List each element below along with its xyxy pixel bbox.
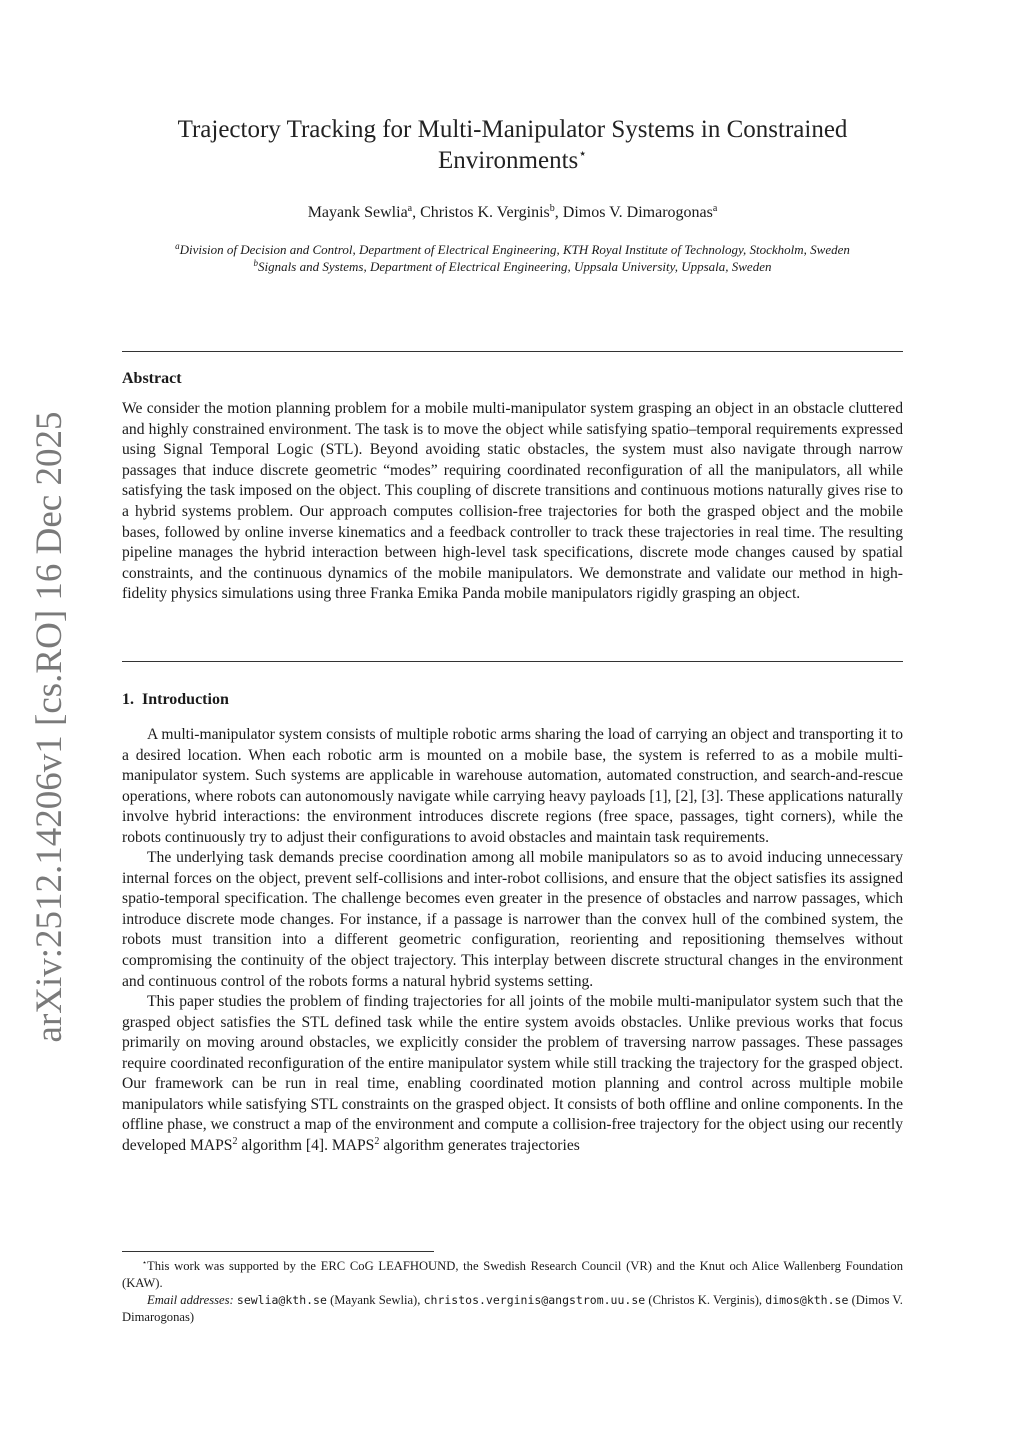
- affiliation-a: [122, 242, 903, 259]
- intro-p3-part-a: This paper studies the problem of finding trajectories for all joints of the mobile multi-manipulator system such that the grasped object satisfies the STL defined task while the entire system avoids obstacles. Unlike previous works that focus primarily on moving around obstacles, we explicitly consider the problem of traversing narrow passages. These passages require coordinated reconfiguration of the entire manipulator system while still tracking the trajectory for the grasped object. Our framework can be run in real time, enabling coordinated motion planning and control across multiple mobile manipulators while satisfying STL constraints on the grasped object. It consists of both offline and online components. In the offline phase, we construct a map of the environment and compute a collision-free trajectory for the object using our recently developed MAPS: [122, 993, 903, 1154]
- superscript: 2: [374, 1135, 380, 1147]
- affiliation-label: b: [253, 257, 259, 268]
- email-label: Email addresses:: [147, 1293, 234, 1307]
- abstract-text: We consider the motion planning problem for a mobile multi-manipulator system grasping an object in an obstacle cluttered and highly constrained environment. The task is to move the object while satisfying spatio–temporal requirements expressed using Signal Temporal Logic (STL). Beyond avoiding static obstacles, the system must also navigate through narrow passages that induce discrete geometric “modes” requiring coordinated reconfiguration of all the manipulators, all while satisfying the task imposed on the object. This coupling of discrete transitions and continuous motions naturally gives rise to a hybrid systems problem. Our approach computes collision-free trajectories for both the grasped object and the mobile bases, followed by online inverse kinematics and a feedback controller to track these trajectories in real time. The resulting pipeline manages the hybrid interaction between high-level task specifications, discrete mode changes caused by spatial constraints, and the continuous dynamics of the mobile manipulators. We demonstrate and validate our method in high-fidelity physics simulations using three Franka Emika Panda mobile manipulators rigidly grasping an object.: [122, 400, 903, 603]
- author-separator: ,: [554, 204, 563, 221]
- email-link[interactable]: sewlia@kth.se: [236, 1293, 327, 1307]
- affiliation-text: Signals and Systems, Department of Electrical Engineering, Uppsala University, Uppsala, Sweden: [258, 258, 772, 274]
- section-heading-introduction: [122, 689, 229, 711]
- footnote-rule: [122, 1251, 434, 1252]
- intro-paragraph-2: The underlying task demands precise coordination among all mobile manipulators so as to avoid inducing unnecessary internal forces on the object, prevent self-collisions and inter-robot collisions, and ensure that the object satisfies its assigned spatio-temporal specification. The challenge becomes even greater in the presence of obstacles and narrow passages, which introduce discrete mode changes. For instance, if a passage is narrower than the convex hull of the combined system, the robots must transition into a different geometric configuration, reorienting and repositioning themselves without compromising the continuity of the object trajectory. This interplay between discrete structural changes in the environment and continuous control of the robots forms a natural hybrid systems setting.: [122, 849, 903, 990]
- author-affil-mark: b: [549, 203, 555, 214]
- funding-text: This work was supported by the ERC CoG LEAFHOUND, the Swedish Research Council (VR) and the Knut och Alice Wallenberg Foundation (KAW).: [122, 1259, 903, 1290]
- paper-title: [122, 114, 903, 176]
- email-owner: (Christos K. Verginis),: [648, 1293, 763, 1307]
- footnote-mark: ⋆: [142, 1258, 148, 1267]
- author-name: Mayank Sewlia: [307, 204, 408, 221]
- section-number: 1.: [122, 691, 134, 708]
- intro-paragraph-1: A multi-manipulator system consists of multiple robotic arms sharing the load of carrying an object and transporting it to a desired location. When each robotic arm is mounted on a mobile base, the system is referred to as a mobile multi-manipulator system. Such systems are applicable in warehouse automation, automated construction, and search-and-rescue operations, where robots can autonomously navigate while carrying heavy payloads [1], [2], [3]. These applications naturally involve hybrid interactions: the environment introduces discrete regions (free space, passages, tight corners), while the robots continuously try to adjust their configurations to avoid obstacles and maintain task requirements.: [122, 726, 903, 846]
- introduction-body: [122, 725, 903, 1156]
- footnotes: [122, 1258, 903, 1326]
- author-affil-mark: a: [712, 203, 718, 214]
- arxiv-identifier: arXiv:2512.14206v1 [cs.RO] 16 Dec 2025: [29, 411, 70, 1043]
- title-line-1: Trajectory Tracking for Multi-Manipulator Systems in Constrained: [177, 116, 848, 143]
- email-owner: (Dimos V. Dimarogonas): [122, 1293, 903, 1324]
- title-footnote-mark: ⋆: [578, 147, 588, 162]
- section-title: Introduction: [142, 691, 229, 708]
- email-link[interactable]: dimos@kth.se: [765, 1293, 849, 1307]
- affiliation-text: Division of Decision and Control, Department of Electrical Engineering, KTH Royal Institute of Technology, Stockholm, Sweden: [179, 242, 850, 257]
- author-affil-mark: a: [407, 203, 413, 214]
- superscript: 2: [232, 1135, 238, 1147]
- author-list: [122, 202, 903, 224]
- email-owner: (Mayank Sewlia),: [330, 1293, 421, 1307]
- author-name: Christos K. Verginis: [420, 204, 550, 221]
- title-line-2-text: Environments: [437, 147, 579, 174]
- author-separator: ,: [412, 204, 421, 221]
- abstract-heading: Abstract: [122, 370, 182, 387]
- author-name: Dimos V. Dimarogonas: [562, 204, 713, 221]
- affiliations: [122, 242, 903, 275]
- affiliation-label: a: [175, 241, 180, 251]
- intro-p3-part-c: algorithm generates trajectories: [379, 1136, 580, 1154]
- intro-p3-part-b: algorithm [4]. MAPS: [237, 1136, 375, 1154]
- title-line-2: [122, 145, 903, 176]
- funding-footnote: [122, 1258, 903, 1292]
- email-link[interactable]: christos.verginis@angstrom.uu.se: [423, 1293, 646, 1307]
- email-footnote: [122, 1292, 903, 1326]
- intro-paragraph-3: [122, 992, 903, 1156]
- affiliation-b: [122, 259, 903, 276]
- abstract-top-rule: [122, 351, 903, 352]
- abstract-bottom-rule: [122, 661, 903, 662]
